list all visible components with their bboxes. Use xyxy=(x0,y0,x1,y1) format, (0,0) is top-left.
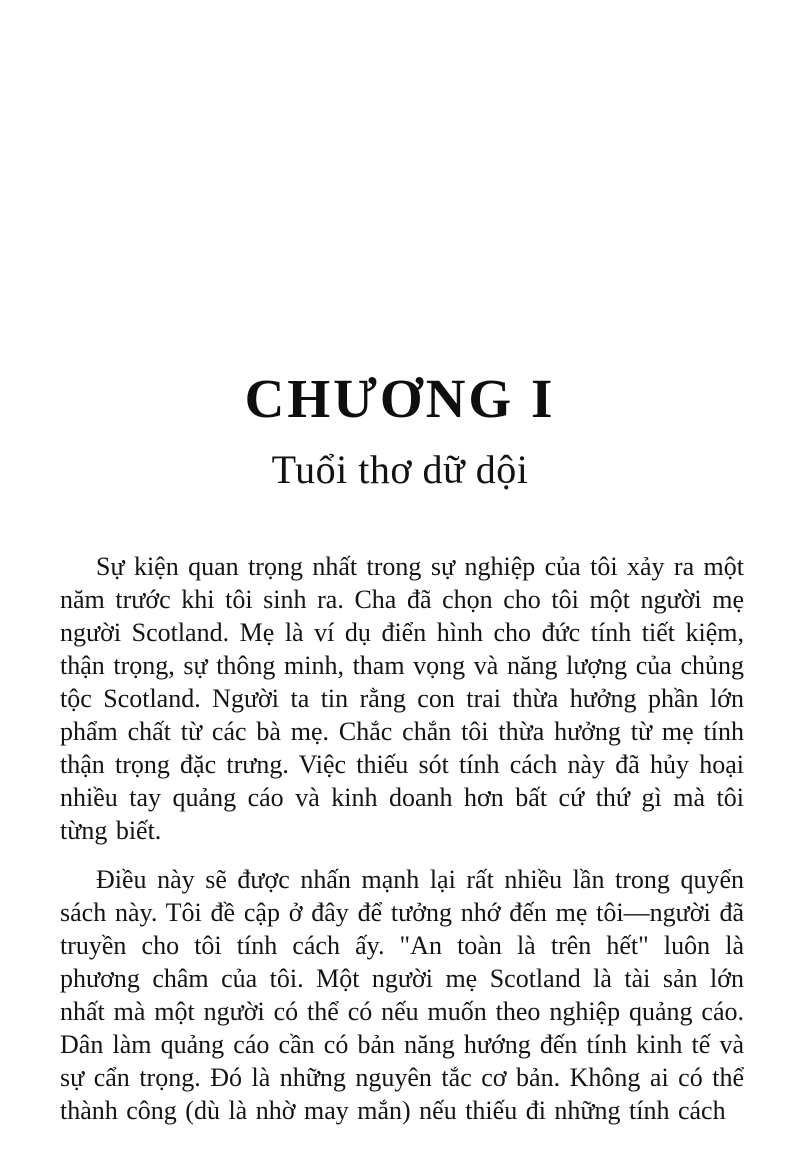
chapter-subtitle: Tuổi thơ dữ dội xyxy=(271,447,529,492)
chapter-title: CHƯƠNG I xyxy=(244,368,556,429)
body-text xyxy=(0,550,800,1127)
paragraph-1: Sự kiện quan trọng nhất trong sự nghiệp của tôi xảy ra một năm trước khi tôi sinh ra. Cha đã chọn cho tôi một người mẹ người Scotland. Mẹ là ví dụ điển hình cho đức tính tiết kiệm, thận trọng, sự thông minh, tham vọng và năng lượng của chủng tộc Scotland. Người ta tin rằng con trai thừa hưởng phần lớn phẩm chất từ các bà mẹ. Chắc chắn tôi thừa hưởng từ mẹ tính thận trọng đặc trưng. Việc thiếu sót tính cách này đã hủy hoại nhiều tay quảng cáo và kinh doanh hơn bất cứ thứ gì mà tôi từng biết. xyxy=(60,552,744,845)
paragraph-2: Điều này sẽ được nhấn mạnh lại rất nhiều lần trong quyển sách này. Tôi đề cập ở đây để tưởng nhớ đến mẹ tôi—người đã truyền cho tôi tính cách ấy. "An toàn là trên hết" luôn là phương châm của tôi. Một người mẹ Scotland là tài sản lớn nhất mà một người có thể có nếu muốn theo nghiệp quảng cáo. Dân làm quảng cáo cần có bản năng hướng đến tính kinh tế và sự cẩn trọng. Đó là những nguyên tắc cơ bản. Không ai có thể thành công (dù là nhờ may mắn) nếu thiếu đi những tính cách xyxy=(60,865,744,1125)
